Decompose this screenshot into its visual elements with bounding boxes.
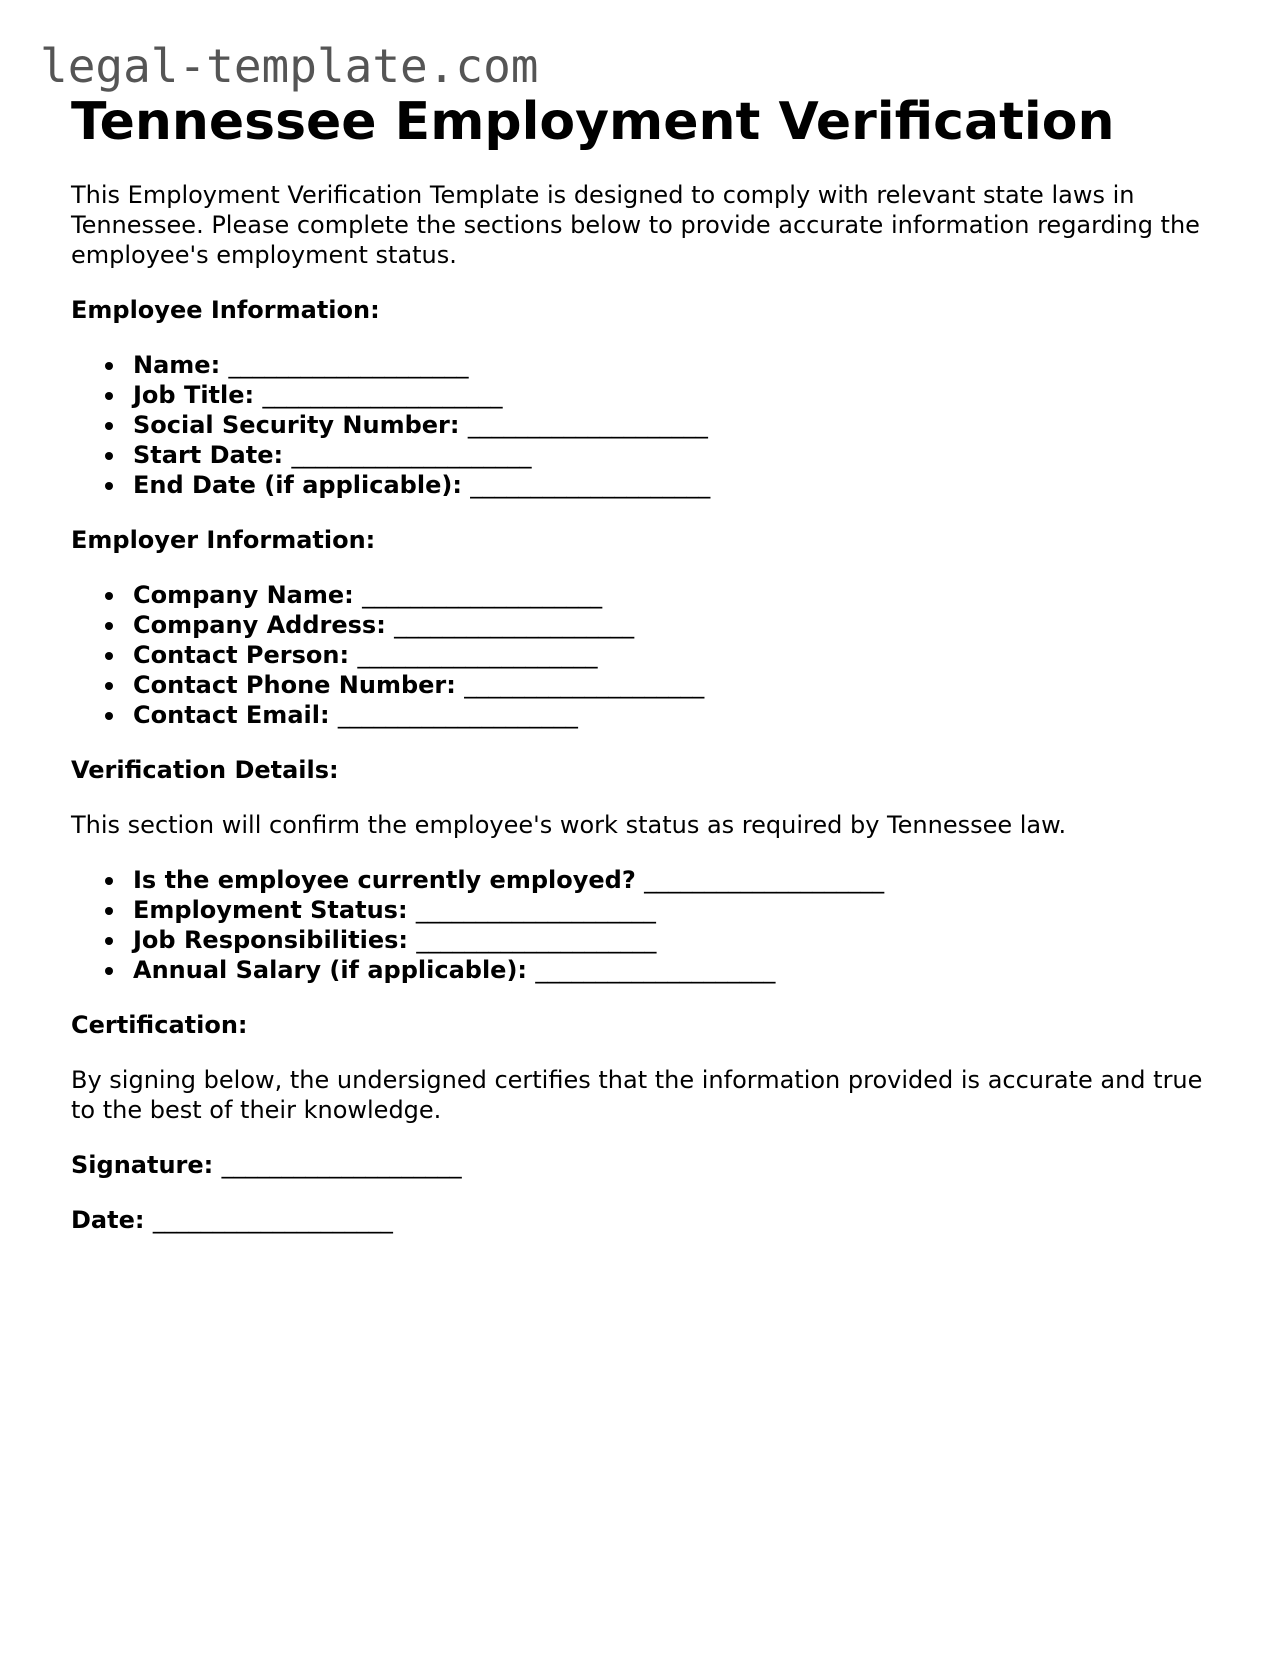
field-label: Annual Salary (if applicable): (133, 956, 528, 984)
document-title: Tennessee Employment Verification (71, 92, 1115, 152)
field-contact-email[interactable] (133, 700, 1221, 730)
field-blank[interactable]: ____________________ (464, 671, 705, 699)
date-label: Date: (71, 1206, 145, 1234)
field-label: End Date (if applicable): (133, 471, 462, 499)
field-label: Is the employee currently employed? (133, 866, 636, 894)
field-company-address[interactable] (133, 610, 1221, 640)
field-company-name[interactable] (133, 580, 1221, 610)
verification-heading: Verification Details: (71, 756, 339, 784)
field-blank[interactable]: ____________________ (644, 866, 885, 894)
employer-info-heading: Employer Information: (71, 526, 376, 554)
field-label: Contact Person: (133, 641, 350, 669)
date-field[interactable] (71, 1205, 1221, 1235)
field-job-title[interactable] (133, 380, 1221, 410)
verification-list (71, 865, 1221, 985)
field-blank[interactable]: ____________________ (416, 926, 657, 954)
field-label: Social Security Number: (133, 411, 460, 439)
field-ssn[interactable] (133, 410, 1221, 440)
field-contact-person[interactable] (133, 640, 1221, 670)
signature-blank[interactable]: ____________________ (221, 1151, 462, 1179)
field-label: Name: (133, 351, 221, 379)
field-label: Company Name: (133, 581, 354, 609)
field-label: Contact Email: (133, 701, 330, 729)
field-blank[interactable]: ____________________ (362, 581, 603, 609)
signature-label: Signature: (71, 1151, 214, 1179)
field-label: Company Address: (133, 611, 386, 639)
field-name[interactable] (133, 350, 1221, 380)
intro-paragraph: This Employment Verification Template is designed to comply with relevant state laws in Tennessee. Please complete the sections below to provide accurate information regarding the employee's employment status. (71, 181, 1200, 269)
field-end-date[interactable] (133, 470, 1221, 500)
certification-paragraph: By signing below, the undersigned certifies that the information provided is accurate and true to the best of their knowledge. (71, 1066, 1203, 1124)
certification-heading: Certification: (71, 1011, 248, 1039)
field-start-date[interactable] (133, 440, 1221, 470)
field-job-responsibilities[interactable] (133, 925, 1221, 955)
watermark-text: legal-template.com (40, 39, 539, 93)
employee-info-heading: Employee Information: (71, 296, 380, 324)
field-currently-employed[interactable] (133, 865, 1221, 895)
field-label: Start Date: (133, 441, 284, 469)
field-blank[interactable]: ____________________ (228, 351, 469, 379)
field-blank[interactable]: ____________________ (337, 701, 578, 729)
field-blank[interactable]: ____________________ (470, 471, 711, 499)
signature-field[interactable] (71, 1150, 1221, 1180)
employer-info-list (71, 580, 1221, 730)
field-label: Employment Status: (133, 896, 408, 924)
verification-paragraph: This section will confirm the employee's work status as required by Tennessee law. (71, 811, 1067, 839)
date-blank[interactable]: ____________________ (152, 1206, 393, 1234)
field-label: Contact Phone Number: (133, 671, 456, 699)
field-blank[interactable]: ____________________ (291, 441, 532, 469)
field-label: Job Title: (133, 381, 255, 409)
field-contact-phone[interactable] (133, 670, 1221, 700)
field-label: Job Responsibilities: (133, 926, 408, 954)
field-blank[interactable]: ____________________ (467, 411, 708, 439)
field-blank[interactable]: ____________________ (262, 381, 503, 409)
field-blank[interactable]: ____________________ (415, 896, 656, 924)
field-employment-status[interactable] (133, 895, 1221, 925)
field-blank[interactable]: ____________________ (394, 611, 635, 639)
document-page (71, 86, 1221, 1235)
field-blank[interactable]: ____________________ (535, 956, 776, 984)
field-annual-salary[interactable] (133, 955, 1221, 985)
employee-info-list (71, 350, 1221, 500)
field-blank[interactable]: ____________________ (357, 641, 598, 669)
